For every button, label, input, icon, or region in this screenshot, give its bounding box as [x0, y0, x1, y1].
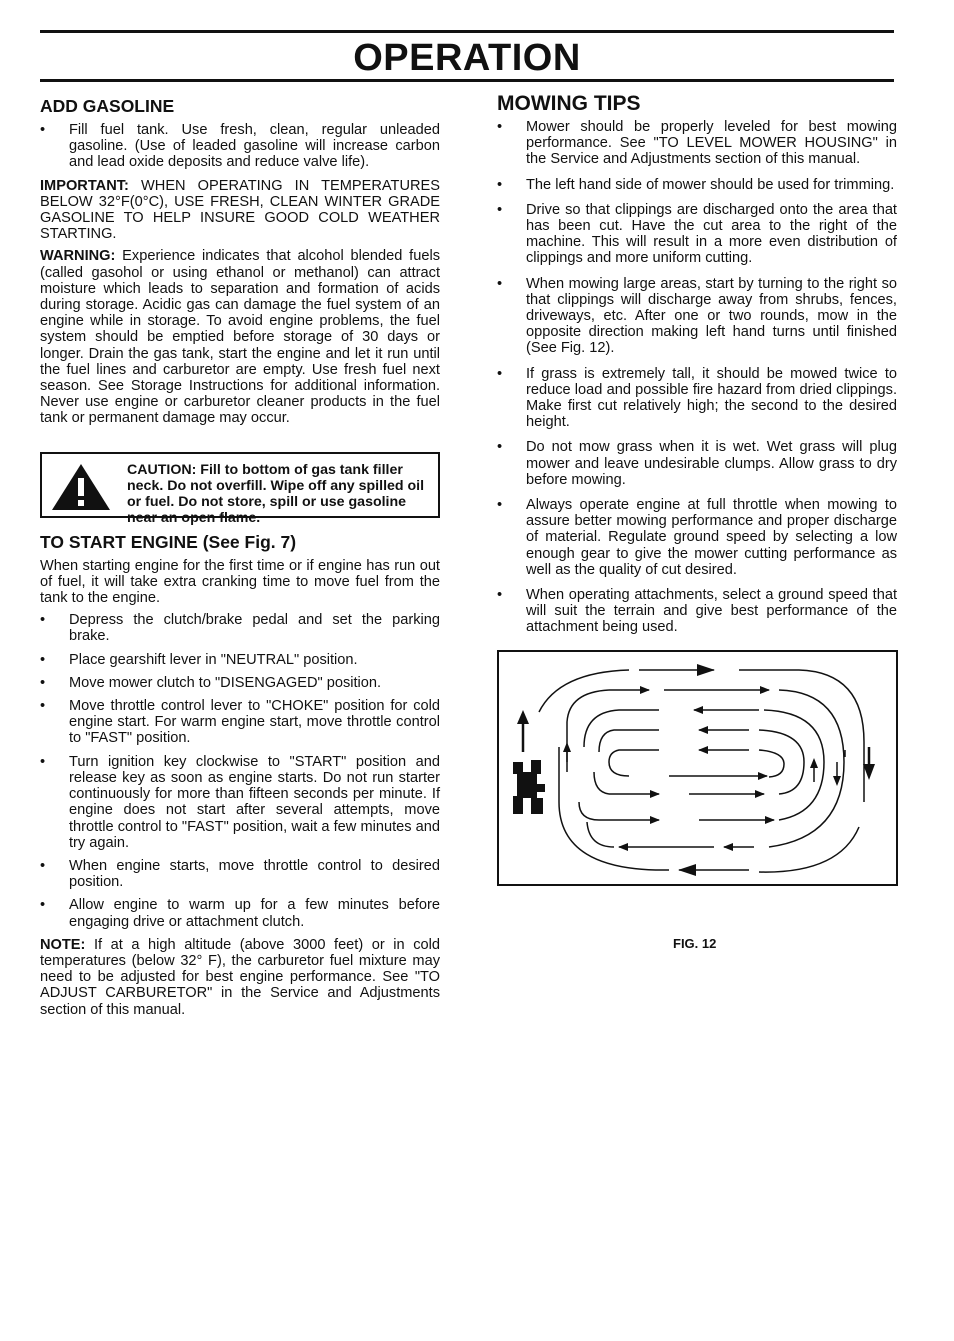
important-label: IMPORTANT:	[40, 177, 129, 194]
list-item: • When engine starts, move throttle control to desired position.	[40, 858, 440, 890]
warning-paragraph	[40, 248, 440, 426]
list-item: • When mowing large areas, start by turning to the right so that clippings will discharge away from shrubs, fences, driveways, etc. After one or two rounds, mow in the opposite direction making left hand turns until finished (See Fig. 12).	[497, 276, 897, 357]
add-gasoline-heading: ADD GASOLINE	[40, 96, 175, 116]
caution-label: CAUTION:	[127, 461, 197, 478]
list-item: • Move mower clutch to "DISENGAGED" position.	[40, 675, 440, 691]
mowing-tips-heading: MOWING TIPS	[497, 92, 641, 115]
mowing-pattern-diagram	[499, 652, 896, 884]
figure-caption: FIG. 12	[673, 936, 717, 951]
mowing-tips-list	[497, 119, 897, 636]
warning-triangle-icon	[50, 462, 112, 512]
lawn-tractor-icon	[513, 760, 545, 814]
start-engine-intro: When starting engine for the first time or if engine has run out of fuel, it will take extra cranking time to move fuel from the tank to the engine.	[40, 557, 440, 607]
mowing-pattern-figure	[497, 650, 898, 886]
note-text: If at a high altitude (above 3000 feet) or in cold temperatures (below 32° F), the carburetor fuel mixture may need to be adjusted for best engine performance. See "TO ADJUST CARBURETOR" in the Service and Adjustments section of this manual.	[40, 936, 440, 1018]
caution-text	[127, 462, 427, 526]
left-column	[40, 96, 440, 1024]
page-title: OPERATION	[353, 37, 581, 79]
right-column	[497, 92, 897, 886]
note-paragraph	[40, 937, 440, 1018]
list-item: • Always operate engine at full throttle when mowing to assure better mowing performance and proper discharge of material. Regulate ground speed by selecting a low enough gear to give the mower cutting performance as well as the quality of cut desired.	[497, 497, 897, 578]
caution-body: Fill to bottom of gas tank filler neck. Do not overfill. Wipe off any spilled oil or fuel. Do not store, spill or use gasoline near an open flame.	[127, 461, 425, 526]
important-text: WHEN OPERATING IN TEMPERATURES BELOW 32°F(0°C), USE FRESH, CLEAN WINTER GRADE GASOLINE TO HELP INSURE GOOD COLD WEATHER STARTING.	[40, 177, 440, 243]
list-item: • Mower should be properly leveled for best mowing performance. See "TO LEVEL MOWER HOUSING" in the Service and Adjustments section of this manual.	[497, 119, 897, 168]
list-item: • Fill fuel tank. Use fresh, clean, regular unleaded gasoline. (Use of leaded gasoline will increase carbon and lead oxide deposits and reduce valve life).	[40, 122, 440, 171]
list-item: • Turn ignition key clockwise to "START" position and release key as soon as engine starts. Do not run starter continuously for more than fifteen seconds per minute. If engine does not start after several attempts, move throttle control to "FAST" position, wait a few minutes and try again.	[40, 754, 440, 851]
list-item: • Allow engine to warm up for a few minutes before engaging drive or attachment clutch.	[40, 897, 440, 929]
warning-label: WARNING:	[40, 248, 116, 265]
start-engine-heading: TO START ENGINE (See Fig. 7)	[40, 531, 297, 552]
list-item: • The left hand side of mower should be used for trimming.	[497, 177, 897, 193]
caution-box	[40, 452, 440, 526]
important-paragraph	[40, 178, 440, 243]
top-rule	[40, 30, 894, 33]
list-item: • If grass is extremely tall, it should be mowed twice to reduce load and possible fire hazard from dried clippings. Make first cut relatively high; the second to the desired height.	[497, 366, 897, 431]
list-item: • Do not mow grass when it is wet. Wet grass will plug mower and leave undesirable clumps. Allow grass to dry before mowing.	[497, 439, 897, 488]
warning-text: Experience indicates that alcohol blended fuels (called gasohol or using ethanol or methanol) can attract moisture which leads to separation and formation of acids during storage. Acidic gas can damage the fuel system of an engine while in storage. To avoid engine problems, the fuel system should be emptied before storage of 30 days or longer. Drain the gas tank, start the engine and let it run until the fuel lines and carburetor are empty. Use fresh fuel next season. See Storage Instructions for additional information. Never use engine or carburetor cleaner products in the fuel tank or permanent damage may occur.	[40, 248, 440, 427]
note-label: NOTE:	[40, 936, 86, 953]
add-gasoline-list	[40, 122, 440, 171]
list-item: • When operating attachments, select a ground speed that will suit the terrain and give best performance of the attachment being used.	[497, 587, 897, 636]
start-engine-list	[40, 612, 440, 929]
list-item: • Drive so that clippings are discharged onto the area that has been cut. Have the cut area to the right of the machine. This will result in a more even distribution of clippings and more uniform cutting.	[497, 202, 897, 267]
list-item: • Move throttle control lever to "CHOKE" position for cold engine start. For warm engine start, move throttle control to "FAST" position.	[40, 698, 440, 747]
list-item: • Place gearshift lever in "NEUTRAL" position.	[40, 652, 440, 668]
list-item: • Depress the clutch/brake pedal and set the parking brake.	[40, 612, 440, 644]
title-rule	[40, 79, 894, 82]
